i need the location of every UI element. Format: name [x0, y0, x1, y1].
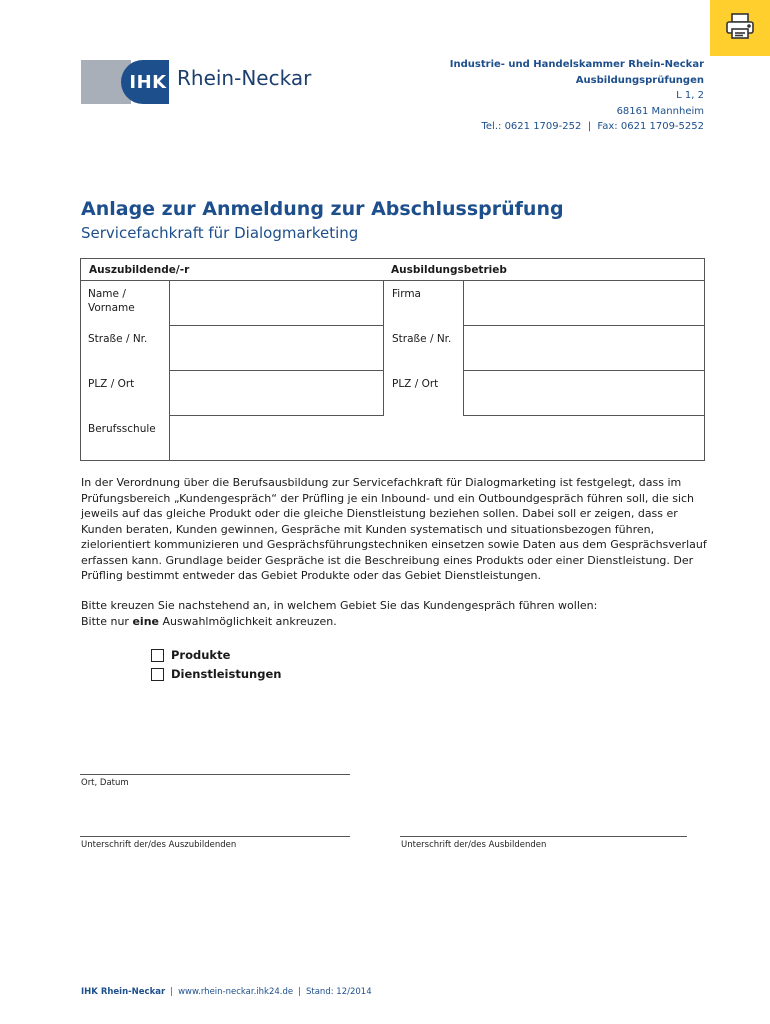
street-company-field[interactable] [464, 326, 704, 370]
logo-name: Rhein-Neckar [177, 66, 312, 90]
label-company: Firma [383, 281, 463, 326]
address-city: 68161 Mannheim [616, 105, 704, 117]
label-street-trainee: Straße / Nr. [88, 333, 148, 345]
company-field-wrap [463, 281, 704, 326]
checkbox-produkte[interactable] [151, 649, 164, 662]
name-field[interactable] [170, 281, 383, 325]
company-field[interactable] [464, 281, 704, 325]
name-field-wrap [169, 281, 383, 326]
instruction-pre: Bitte nur [81, 615, 133, 628]
school-field[interactable] [170, 416, 704, 461]
form-row-school [81, 416, 704, 461]
city-company-field-wrap [463, 371, 704, 416]
address-dept: Ausbildungsprüfungen [575, 74, 704, 86]
trainer-signature-line[interactable] [400, 836, 687, 837]
school-field-wrap [169, 416, 704, 461]
instruction-post: Auswahlmöglichkeit ankreuzen. [159, 615, 337, 628]
page-title: Anlage zur Anmeldung zur Abschlussprüfung [81, 198, 564, 220]
trainee-signature-label: Unterschrift der/des Auszubildenden [81, 840, 237, 850]
label-street-company: Straße / Nr. [383, 326, 463, 371]
page-subtitle: Servicefachkraft für Dialogmarketing [81, 224, 359, 242]
instruction-line-2 [81, 615, 337, 628]
address-org: Industrie- und Handelskammer Rhein-Neckar [449, 59, 704, 70]
ihk-logo [81, 60, 312, 104]
address-contact: Tel.: 0621 1709-252 | Fax: 0621 1709-5252 [481, 121, 704, 132]
place-date-label: Ort, Datum [81, 778, 129, 788]
street-trainee-field[interactable] [170, 326, 383, 370]
label-school: Berufsschule [88, 423, 156, 435]
registration-form [80, 258, 705, 461]
address-street: L 1, 2 [676, 90, 704, 101]
form-row-name [81, 281, 704, 326]
checkbox-dienstleistungen[interactable] [151, 668, 164, 681]
option-dienstleistungen-label: Dienstleistungen [171, 667, 282, 681]
form-row-street [81, 326, 704, 371]
trainee-signature-line[interactable] [80, 836, 350, 837]
print-button[interactable] [710, 0, 770, 56]
footer-stand: Stand: 12/2014 [306, 987, 372, 997]
instruction-line-1: Bitte kreuzen Sie nachstehend an, in welchem Gebiet Sie das Kundengespräch führen wollen: [81, 599, 598, 612]
header-trainee: Auszubildende/-r [89, 264, 190, 276]
trainer-signature-label: Unterschrift der/des Ausbildenden [401, 840, 547, 850]
label-city-company: PLZ / Ort [383, 371, 463, 416]
form-row-city [81, 371, 704, 416]
street-trainee-field-wrap [169, 326, 383, 371]
form-header [81, 259, 704, 281]
city-trainee-field-wrap [169, 371, 383, 416]
city-trainee-field[interactable] [170, 371, 383, 415]
city-company-field[interactable] [464, 371, 704, 415]
place-date-line[interactable] [80, 774, 350, 775]
option-produkte-label: Produkte [171, 648, 231, 662]
header-company: Ausbildungsbetrieb [391, 264, 507, 276]
instruction-bold: eine [132, 615, 159, 628]
street-company-field-wrap [463, 326, 704, 371]
footer-url[interactable]: www.rhein-neckar.ihk24.de [178, 987, 294, 997]
footer-org: IHK Rhein-Neckar [81, 987, 166, 997]
label-city-trainee: PLZ / Ort [88, 378, 135, 390]
label-name: Name / Vorname [88, 288, 135, 314]
option-dienstleistungen[interactable] [151, 667, 281, 681]
address-block [450, 57, 704, 135]
printer-icon [725, 12, 755, 44]
logo-abbr: IHK [121, 60, 169, 104]
description-paragraph: In der Verordnung über die Berufsausbildung zur Servicefachkraft für Dialogmarketing ist festgelegt, dass im Prüfungsbereich „Kundengespräch“ der Prüfling je ein Inbound- und ein Outboundgespräch führen soll, die sich jeweils auf das gleiche Produkt oder die gleiche Dienstleistung beziehen sollen. Dabei soll er zeigen, dass er Kunden beraten, Kunden gewinnen, Gespräche mit Kunden systematisch und situationsbezogen führen, zielorientiert kommunizieren und Gesprächsführungstechniken einsetzen sowie Daten aus dem Gesprächsverlauf erfassen kann. Grundlage beider Gespräche ist die Beschreibung eines Produkts oder einer Dienstleistung. Der Prüfling bestimmt entweder das Gebiet Produkte oder das Gebiet Dienstleistungen. [81, 476, 707, 582]
option-produkte[interactable] [151, 648, 230, 662]
page-footer: IHK Rhein-Neckar | www.rhein-neckar.ihk24.de | Stand: 12/2014 [81, 987, 372, 997]
